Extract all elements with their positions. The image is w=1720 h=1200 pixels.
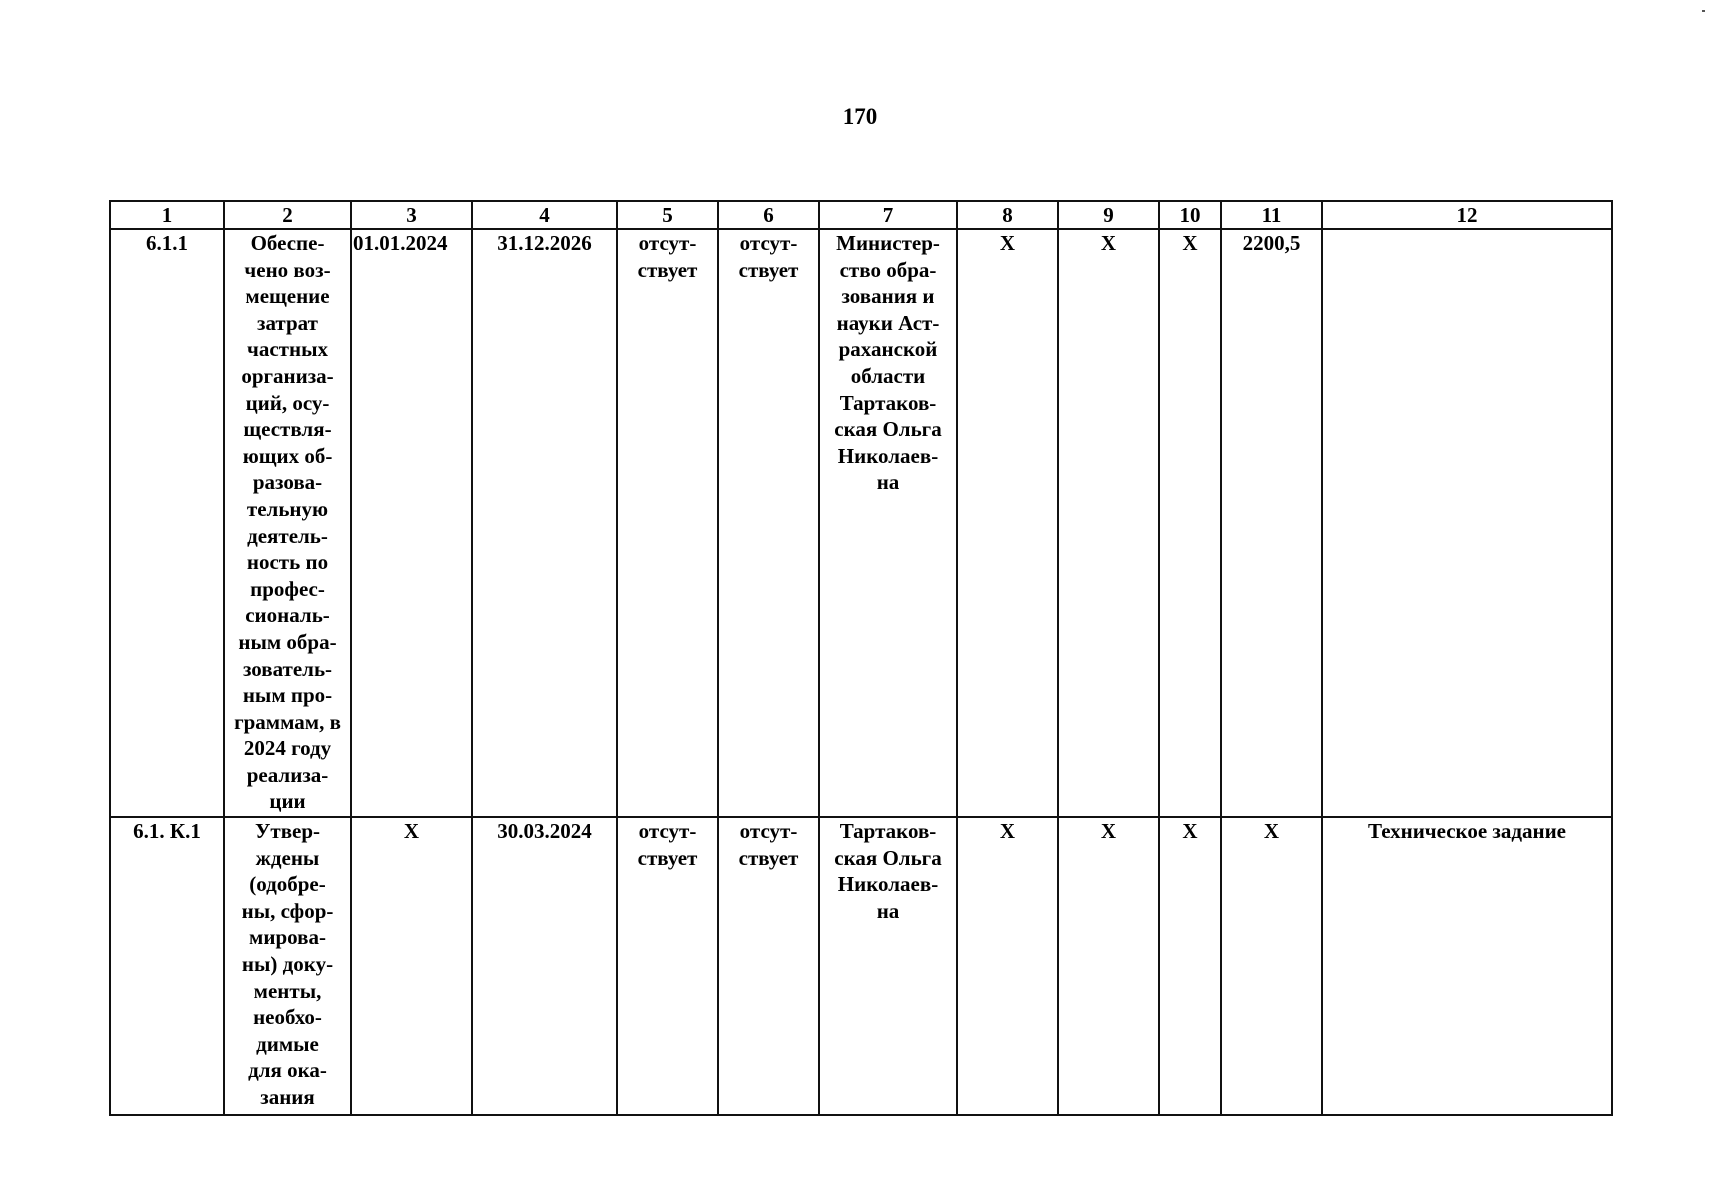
column-header: 3 [351,201,472,229]
cell-col8: X [957,229,1058,817]
cell-col10: X [1159,229,1221,817]
cell-result-document: Техническое задание [1322,817,1612,1115]
column-header: 1 [110,201,224,229]
cell-number: 6.1.1 [110,229,224,817]
table-row [110,817,1612,1115]
column-header: 6 [718,201,819,229]
cell-start-date: X [351,817,472,1115]
column-header: 11 [1221,201,1322,229]
cell-description: Обеспе- чено воз- мещение затрат частных организа- ций, осу- ществля- ющих об- разова- тельную деятель- ность по профес- сиональ- ным обра- зователь- ным про- граммам, в 2024 году реализа- ции [224,229,351,817]
cell-col5: отсут- ствует [617,229,718,817]
table-row [110,229,1612,817]
cell-end-date: 30.03.2024 [472,817,617,1115]
cell-responsible: Министер- ство обра- зования и науки Аст- раханской области Тартаков- ская Ольга Николаев- на [819,229,957,817]
cell-col9: X [1058,229,1159,817]
table-header-row [110,201,1612,229]
cell-amount: 2200,5 [1221,229,1322,817]
cell-col6: отсут- ствует [718,817,819,1115]
document-table [109,200,1613,1116]
page-number: 170 [842,104,878,129]
cell-col10: X [1159,817,1221,1115]
cell-start-date: 01.01.2024 [351,229,472,817]
cell-number: 6.1. К.1 [110,817,224,1115]
cell-amount: X [1221,817,1322,1115]
column-header: 2 [224,201,351,229]
column-header: 9 [1058,201,1159,229]
column-header: 10 [1159,201,1221,229]
cell-col6: отсут- ствует [718,229,819,817]
column-header: 8 [957,201,1058,229]
column-header: 5 [617,201,718,229]
cell-responsible: Тартаков- ская Ольга Николаев- на [819,817,957,1115]
column-header: 12 [1322,201,1612,229]
cell-end-date: 31.12.2026 [472,229,617,817]
cell-col5: отсут- ствует [617,817,718,1115]
cell-col9: X [1058,817,1159,1115]
cell-col8: X [957,817,1058,1115]
column-header: 4 [472,201,617,229]
cell-col12 [1322,229,1612,817]
scan-corner-mark [1702,10,1705,12]
column-header: 7 [819,201,957,229]
cell-description: Утвер- ждены (одобре- ны, сфор- мирова- ны) доку- менты, необхо- димые для ока- зания [224,817,351,1115]
